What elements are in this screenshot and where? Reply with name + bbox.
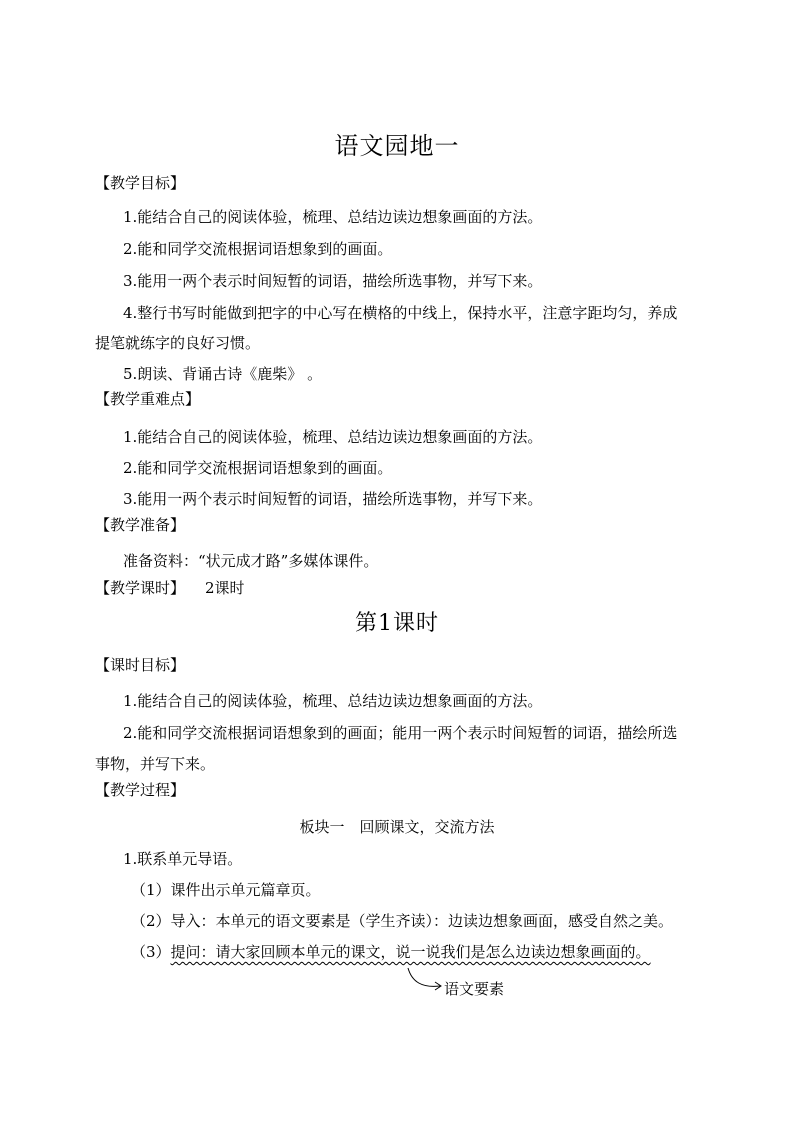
class-hours-label: 【教学课时】 bbox=[95, 579, 186, 597]
heading-key-difficulties: 【教学重难点】 bbox=[95, 390, 201, 408]
heading-teaching-goals: 【教学目标】 bbox=[95, 174, 186, 192]
process-item: 1.联系单元导语。 bbox=[123, 850, 243, 868]
block-title: 板块一 回顾课文，交流方法 bbox=[299, 818, 495, 836]
difficulty-item: 2.能和同学交流根据词语想象到的画面。 bbox=[123, 459, 393, 477]
annotation-label: 语文要素 bbox=[444, 980, 505, 998]
goal-item: 1.能结合自己的阅读体验，梳理、总结边读边想象画面的方法。 bbox=[123, 208, 543, 226]
preparation-item: 准备资料：“状元成才路”多媒体课件。 bbox=[123, 552, 379, 570]
difficulty-item: 3.能用一两个表示时间短暂的词语，描绘所选事物，并写下来。 bbox=[123, 490, 543, 508]
page-title: 语文园地一 bbox=[334, 132, 460, 160]
goal-item-continuation: 提笔就练字的良好习惯。 bbox=[95, 334, 261, 352]
lesson-goal-continuation: 事物，并写下来。 bbox=[95, 755, 216, 773]
heading-preparation: 【教学准备】 bbox=[95, 516, 186, 534]
goal-item: 5.朗读、背诵古诗《鹿柴》 。 bbox=[123, 365, 323, 383]
process-subitem: （1）课件出示单元篇章页。 bbox=[131, 881, 321, 899]
lesson-goal-item: 1.能结合自己的阅读体验，梳理、总结边读边想象画面的方法。 bbox=[123, 692, 543, 710]
difficulty-item: 1.能结合自己的阅读体验，梳理、总结边读边想象画面的方法。 bbox=[123, 428, 543, 446]
subitem-prefix: （3） bbox=[131, 943, 171, 961]
lesson-title: 第1课时 bbox=[355, 611, 439, 636]
goal-item: 4.整行书写时能做到把字的中心写在横格的中线上，保持水平，注意字距均匀，养成 bbox=[123, 304, 678, 322]
goal-item: 2.能和同学交流根据词语想象到的画面。 bbox=[123, 240, 393, 258]
class-hours-value: 2课时 bbox=[205, 579, 245, 597]
heading-lesson-goals: 【课时目标】 bbox=[95, 656, 186, 674]
process-subitem: （2）导入：本单元的语文要素是（学生齐读）：边读边想象画面，感受自然之美。 bbox=[131, 912, 674, 930]
goal-item: 3.能用一两个表示时间短暂的词语，描绘所选事物，并写下来。 bbox=[123, 272, 543, 290]
heading-class-hours bbox=[95, 577, 245, 598]
lesson-goal-item: 2.能和同学交流根据词语想象到的画面；能用一两个表示时间短暂的词语，描绘所选 bbox=[123, 724, 678, 742]
process-subitem-underlined bbox=[131, 941, 651, 962]
underlined-question: 提问：请大家回顾本单元的课文，说一说我们是怎么边读边想象画面的。 bbox=[170, 943, 651, 961]
heading-teaching-process: 【教学过程】 bbox=[95, 781, 186, 799]
